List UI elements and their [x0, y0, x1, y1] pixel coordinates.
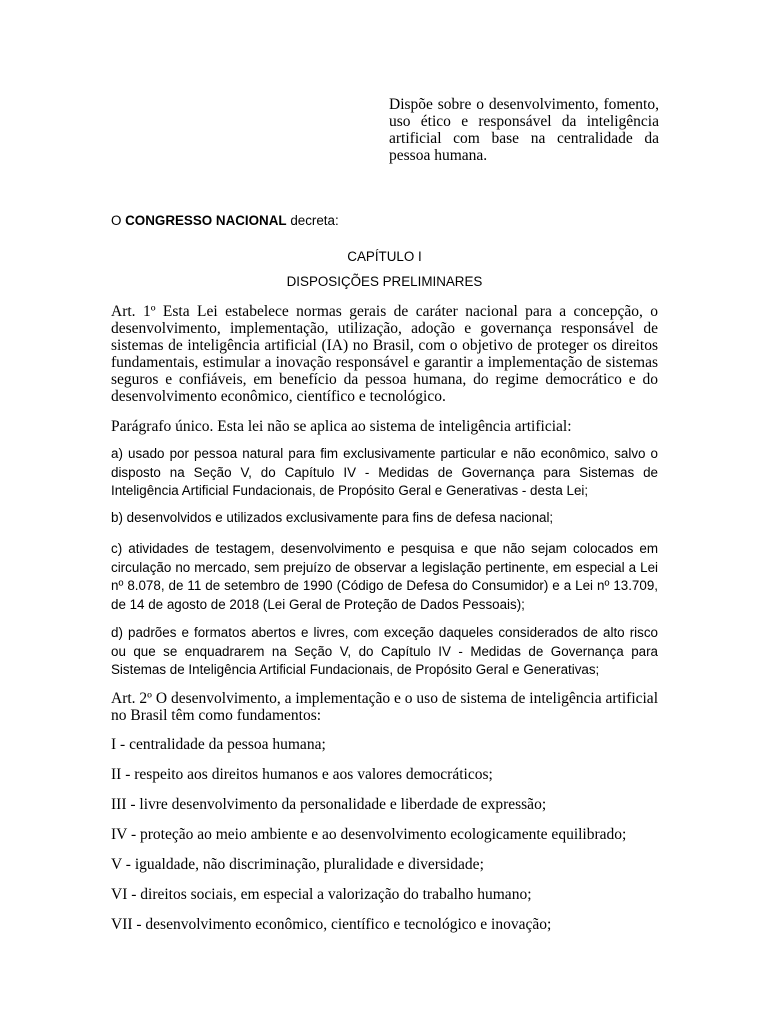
inciso-iii: III - livre desenvolvimento da personalidade e liberdade de expressão;: [111, 796, 547, 813]
enacting-prefix: O: [111, 213, 126, 228]
article-1: Art. 1º Esta Lei estabelece normas gerais de caráter nacional para a concepção, o desenvolvimento, implementação, utilização, adoção e governança responsável de sistemas de inteligência artificial (IA) no Brasil, com o objetivo de proteger os direitos fundamentais, estimular a inovação responsável e garantir a implementação de sistemas seguros e confiáveis, em benefício da pessoa humana, do regime democrático e do desenvolvimento econômico, científico e tecnológico.: [111, 303, 658, 405]
inciso-vii: VII - desenvolvimento econômico, científico e tecnológico e inovação;: [111, 916, 552, 933]
inciso-v: V - igualdade, não discriminação, pluralidade e diversidade;: [111, 856, 484, 873]
inciso-iv: IV - proteção ao meio ambiente e ao desenvolvimento ecologicamente equilibrado;: [111, 826, 627, 843]
paragrafo-unico: Parágrafo único. Esta lei não se aplica ao sistema de inteligência artificial:: [111, 418, 572, 435]
item-b: b) desenvolvidos e utilizados exclusivamente para fins de defesa nacional;: [111, 510, 554, 525]
chapter-title: DISPOSIÇÕES PRELIMINARES: [286, 274, 483, 289]
article-2: Art. 2º O desenvolvimento, a implementação e o uso de sistema de inteligência artificial no Brasil têm como fundamentos:: [111, 690, 658, 724]
ementa: Dispõe sobre o desenvolvimento, fomento, uso ético e responsável da inteligência artificial com base na centralidade da pessoa humana.: [389, 96, 659, 164]
item-c: c) atividades de testagem, desenvolvimento e pesquisa e que não sejam colocados em circulação no mercado, sem prejuízo de observar a legislação pertinente, em especial a Lei nº 8.078, de 11 de setembro de 1990 (Código de Defesa do Consumidor) e a Lei nº 13.709, de 14 de agosto de 2018 (Lei Geral de Proteção de Dados Pessoais);: [111, 541, 658, 612]
congress-name: CONGRESSO NACIONAL: [125, 213, 287, 228]
enacting-suffix: decreta:: [286, 213, 339, 228]
inciso-ii: II - respeito aos direitos humanos e aos valores democráticos;: [111, 766, 493, 783]
inciso-vi: VI - direitos sociais, em especial a valorização do trabalho humano;: [111, 886, 532, 903]
chapter-heading: CAPÍTULO I: [347, 249, 422, 264]
inciso-i: I - centralidade da pessoa humana;: [111, 736, 326, 753]
item-d: d) padrões e formatos abertos e livres, com exceção daqueles considerados de alto risco ou que se enquadrarem na Seção V, do Capítulo IV - Medidas de Governança para Sistemas de Inteligência Artificial Fundacionais, de Propósito Geral e Generativas;: [111, 625, 658, 678]
enacting-clause: [111, 211, 339, 230]
item-a: a) usado por pessoa natural para fim exclusivamente particular e não econômico, salvo o disposto na Seção V, do Capítulo IV - Medidas de Governança para Sistemas de Inteligência Artificial Fundacionais, de Propósito Geral e Generativas - desta Lei;: [111, 446, 658, 499]
